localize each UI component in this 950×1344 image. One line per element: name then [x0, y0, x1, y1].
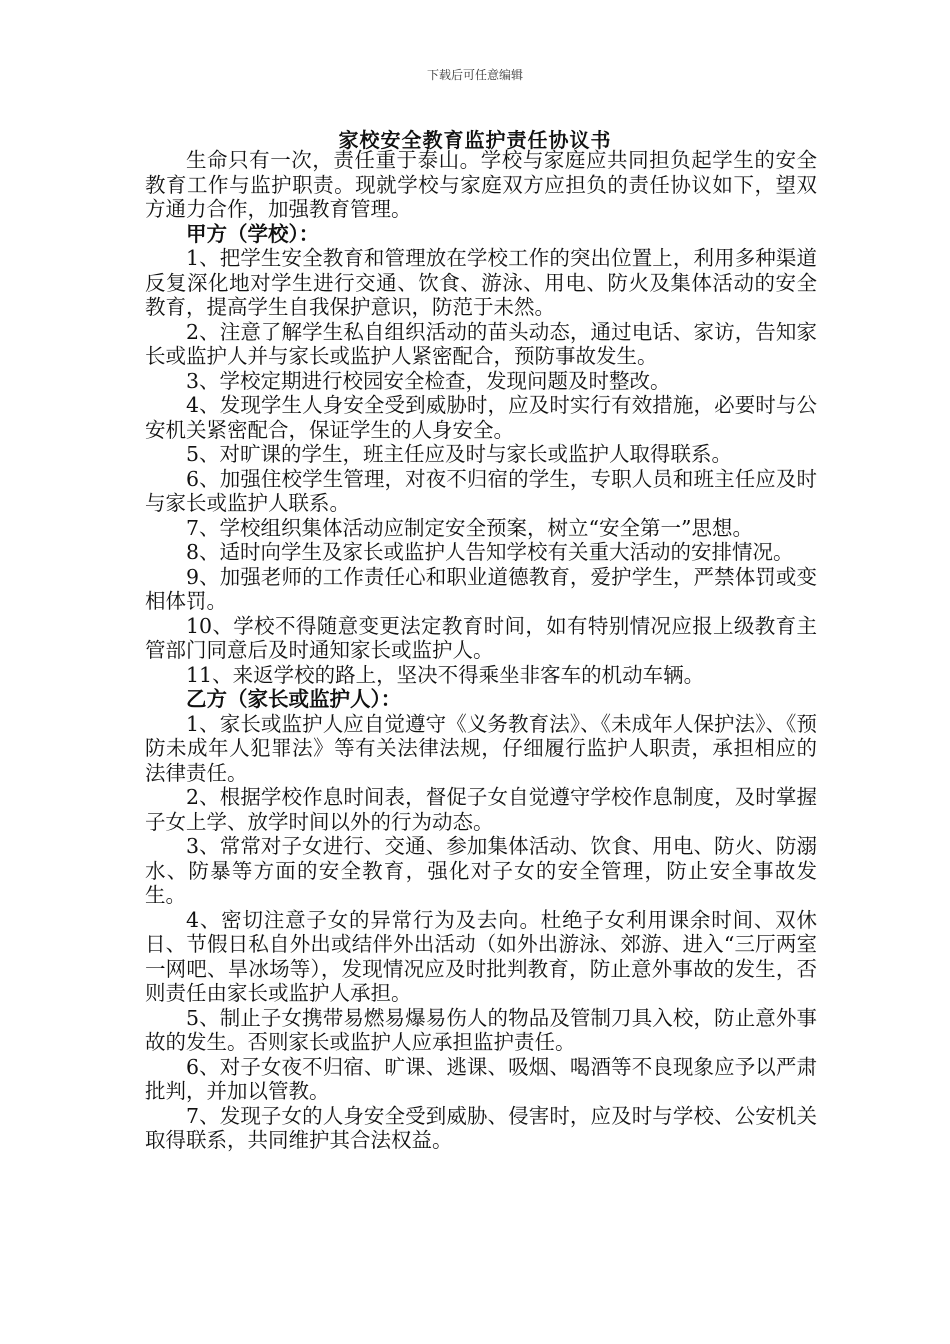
school-item: 10、学校不得随意变更法定教育时间，如有特别情况应报上级教育主管部门同意后及时通知家长或监护人。 — [145, 613, 817, 662]
school-item: 1、把学生安全教育和管理放在学校工作的突出位置上，利用多种渠道反复深化地对学生进行交通、饮食、游泳、用电、防火及集体活动的安全教育，提高学生自我保护意识，防范于未然。 — [145, 246, 817, 319]
school-item: 7、学校组织集体活动应制定安全预案，树立“安全第一”思想。 — [186, 515, 754, 540]
parent-item: 5、制止子女携带易燃易爆易伤人的物品及管制刀具入校，防止意外事故的发生。否则家长或监护人应承担监护责任。 — [145, 1005, 817, 1054]
school-item: 2、注意了解学生私自组织活动的苗头动态，通过电话、家访，告知家长或监护人并与家长或监护人紧密配合，预防事故发生。 — [145, 319, 817, 368]
school-item: 8、适时向学生及家长或监护人告知学校有关重大活动的安排情况。 — [186, 540, 794, 564]
parent-item: 2、根据学校作息时间表，督促子女自觉遵守学校作息制度，及时掌握子女上学、放学时间以外的行为动态。 — [145, 785, 817, 834]
school-item: 11、来返学校的路上，坚决不得乘坐非客车的机动车辆。 — [186, 662, 705, 687]
parent-item: 3、常常对子女进行、交通、参加集体活动、饮食、用电、防火、防溺水、防暴等方面的安全教育，强化对子女的安全管理，防止安全事故发生。 — [145, 834, 817, 907]
parent-item: 7、发现子女的人身安全受到威胁、侵害时，应及时与学校、公安机关取得联系，共同维护其合法权益。 — [145, 1103, 817, 1152]
parent-item: 6、对子女夜不归宿、旷课、逃课、吸烟、喝酒等不良现象应予以严肃批判，并加以管教。 — [145, 1054, 817, 1103]
page-header: 下载后可任意编辑 — [426, 68, 523, 82]
section-heading-parent: 乙方（家长或监护人）： — [186, 687, 402, 711]
intro-paragraph: 生命只有一次，责任重于泰山。学校与家庭应共同担负起学生的安全教育工作与监护职责。现就学校与家庭双方应担负的责任协议如下，望双方通力合作，加强教育管理。 — [145, 148, 817, 221]
school-item: 3、学校定期进行校园安全检查，发现问题及时整改。 — [186, 368, 671, 393]
document-title: 家校安全教育监护责任协议书 — [338, 128, 612, 152]
school-item: 9、加强老师的工作责任心和职业道德教育，爱护学生，严禁体罚或变相体罚。 — [145, 564, 817, 613]
parent-item: 4、密切注意子女的异常行为及去向。杜绝子女利用课余时间、双休日、节假日私自外出或结伴外出活动（如外出游泳、郊游、进入“三厅两室一网吧、旱冰场等），发现情况应及时批判教育，防止意外事故的发生，否则责任由家长或监护人承担。 — [145, 907, 817, 1005]
document-body — [145, 148, 817, 1153]
section-heading-school: 甲方（学校）： — [186, 221, 320, 246]
school-item: 5、对旷课的学生，班主任应及时与家长或监护人取得联系。 — [186, 442, 733, 466]
school-item: 6、加强住校学生管理，对夜不归宿的学生，专职人员和班主任应及时与家长或监护人联系。 — [145, 466, 817, 515]
school-item: 4、发现学生人身安全受到威胁时，应及时实行有效措施，必要时与公安机关紧密配合，保证学生的人身安全。 — [145, 393, 817, 442]
parent-item: 1、家长或监护人应自觉遵守《义务教育法》、《未成年人保护法》、《预防未成年人犯罪法》等有关法律法规，仔细履行监护人职责，承担相应的法律责任。 — [145, 711, 817, 785]
